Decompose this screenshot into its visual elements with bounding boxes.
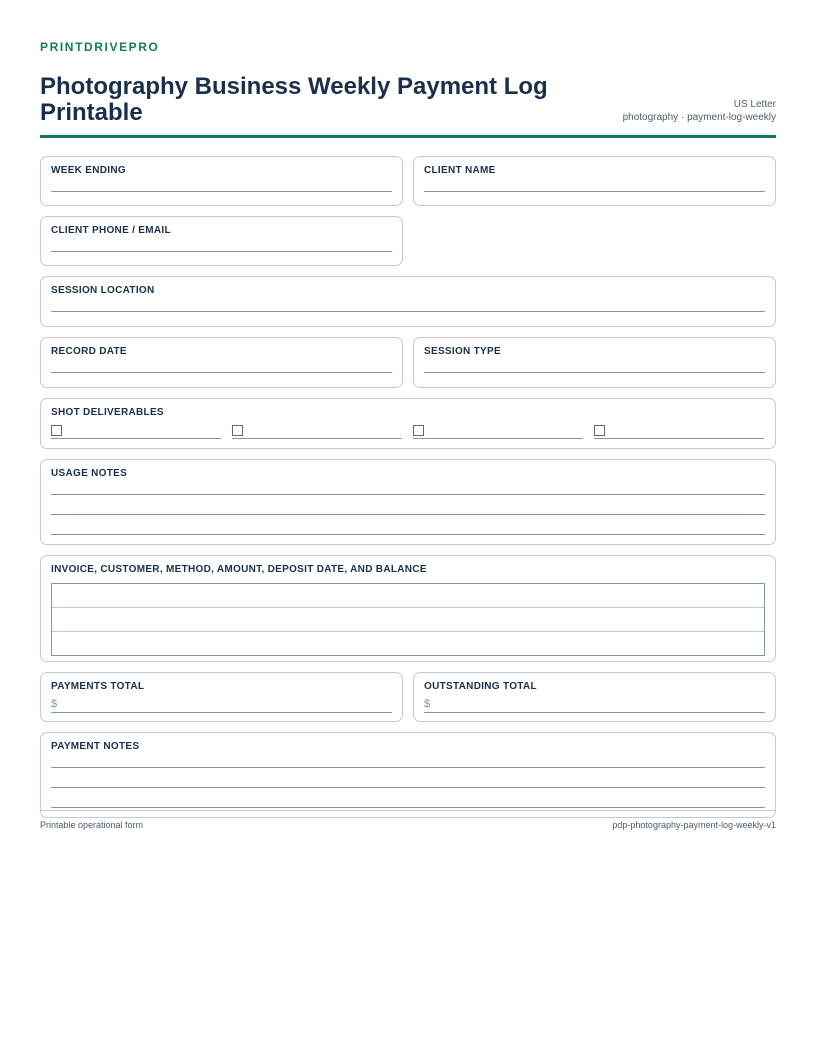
payment-notes-line[interactable] — [51, 753, 765, 768]
outstanding-total-label: OUTSTANDING TOTAL — [424, 681, 537, 692]
usage-notes-line[interactable] — [51, 515, 765, 535]
invoice-table-field — [40, 555, 776, 662]
payment-notes-label: PAYMENT NOTES — [51, 741, 140, 752]
session-location-label: SESSION LOCATION — [51, 285, 155, 296]
checkbox-icon[interactable] — [232, 425, 243, 436]
form-tags: photography · payment-log-weekly — [622, 112, 776, 123]
week-ending-line[interactable] — [51, 191, 392, 192]
page-title: Photography Business Weekly Payment Log Printable — [40, 73, 548, 126]
payment-notes-field — [40, 732, 776, 818]
paper-size: US Letter — [733, 99, 776, 110]
client-contact-field — [40, 216, 403, 266]
session-location-field — [40, 276, 776, 327]
shot-deliverables-label: SHOT DELIVERABLES — [51, 407, 164, 418]
usage-notes-field — [40, 459, 776, 545]
currency-symbol: $ — [51, 698, 58, 710]
session-type-label: SESSION TYPE — [424, 346, 501, 357]
payments-total-label: PAYMENTS TOTAL — [51, 681, 145, 692]
usage-notes-line[interactable] — [51, 480, 765, 495]
payment-notes-line[interactable] — [51, 768, 765, 788]
footer-description: Printable operational form — [40, 820, 144, 830]
brand-logo-text: PRINTDRIVEPRO — [40, 40, 160, 54]
week-ending-field — [40, 156, 403, 206]
table-row[interactable] — [52, 584, 764, 608]
checkbox-icon[interactable] — [51, 425, 62, 436]
client-name-field — [413, 156, 776, 206]
client-contact-label: CLIENT PHONE / EMAIL — [51, 225, 171, 236]
deliverable-item[interactable] — [594, 423, 764, 439]
form-header — [40, 54, 776, 138]
client-contact-line[interactable] — [51, 251, 392, 252]
checkbox-icon[interactable] — [594, 425, 605, 436]
table-row[interactable] — [52, 608, 764, 632]
session-type-line[interactable] — [424, 372, 765, 373]
footer-form-id: pdp-photography-payment-log-weekly-v1 — [612, 820, 776, 830]
currency-symbol: $ — [424, 698, 431, 710]
deliverable-item[interactable] — [51, 423, 221, 439]
payment-notes-line[interactable] — [51, 788, 765, 808]
session-type-field — [413, 337, 776, 388]
checkbox-icon[interactable] — [413, 425, 424, 436]
week-ending-label: WEEK ENDING — [51, 165, 126, 176]
payments-total-line[interactable] — [51, 698, 392, 713]
client-name-label: CLIENT NAME — [424, 165, 496, 176]
client-name-line[interactable] — [424, 191, 765, 192]
payments-total-field — [40, 672, 403, 722]
table-row[interactable] — [52, 632, 764, 655]
usage-notes-line[interactable] — [51, 495, 765, 515]
outstanding-total-line[interactable] — [424, 698, 765, 713]
deliverable-item[interactable] — [232, 423, 402, 439]
record-date-label: RECORD DATE — [51, 346, 127, 357]
invoice-table — [51, 583, 765, 656]
header-meta — [623, 98, 776, 124]
deliverable-item[interactable] — [413, 423, 583, 439]
session-location-line[interactable] — [51, 311, 765, 312]
invoice-table-label: INVOICE, CUSTOMER, METHOD, AMOUNT, DEPOSIT DATE, AND BALANCE — [51, 564, 427, 575]
shot-deliverables-field — [40, 398, 776, 449]
record-date-line[interactable] — [51, 372, 392, 373]
outstanding-total-field — [413, 672, 776, 722]
record-date-field — [40, 337, 403, 388]
form-page — [40, 40, 776, 818]
usage-notes-label: USAGE NOTES — [51, 468, 128, 479]
page-footer — [40, 810, 776, 830]
